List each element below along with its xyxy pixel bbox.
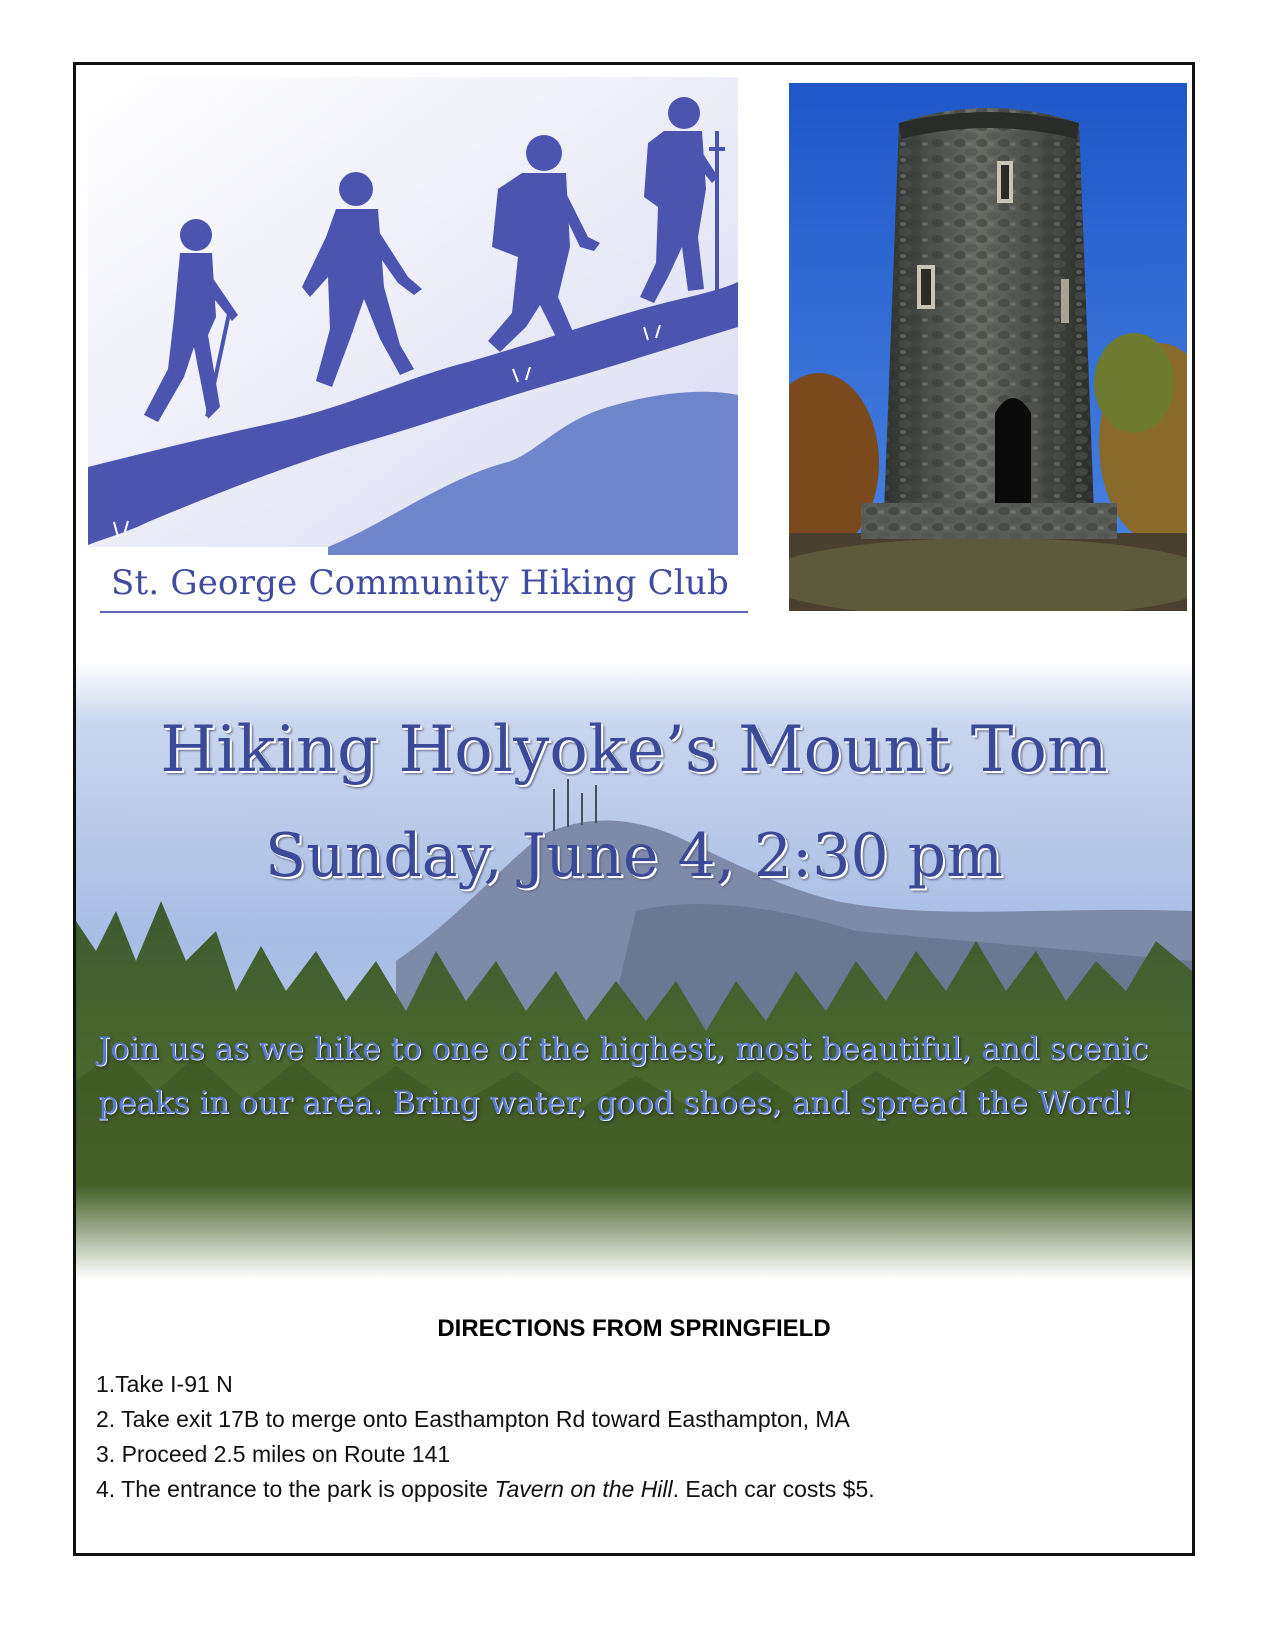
- hikers-silhouette-logo: [88, 77, 738, 617]
- direction-step-3: 3. Proceed 2.5 miles on Route 141: [96, 1441, 451, 1467]
- direction-step-4-prefix: 4. The entrance to the park is opposite: [96, 1476, 495, 1502]
- direction-step-4: [96, 1472, 875, 1507]
- club-name-underline: [100, 611, 748, 613]
- direction-step-4-suffix: . Each car costs $5.: [672, 1476, 875, 1502]
- tavern-name: Tavern on the Hill: [494, 1476, 673, 1502]
- event-title: Hiking Holyoke’s Mount Tom: [160, 713, 1108, 787]
- directions-list: [96, 1367, 875, 1507]
- mount-tom-banner: [76, 661, 1192, 1279]
- invite-line-1: Join us as we hike to one of the highest, most beautiful, and scenic: [98, 1031, 1149, 1067]
- club-name: St. George Community Hiking Club: [110, 563, 729, 603]
- event-datetime: Sunday, June 4, 2:30 pm: [265, 821, 1003, 891]
- club-logo: [88, 77, 738, 632]
- invite-line-2: peaks in our area. Bring water, good shoes, and spread the Word!: [98, 1085, 1133, 1121]
- directions-heading: DIRECTIONS FROM SPRINGFIELD: [437, 1315, 831, 1342]
- stone-tower-photo: [789, 83, 1187, 611]
- direction-step-1: 1.Take I-91 N: [96, 1371, 233, 1397]
- flyer-frame: [73, 62, 1195, 1556]
- direction-step-2: 2. Take exit 17B to merge onto Easthampton Rd toward Easthampton, MA: [96, 1406, 850, 1432]
